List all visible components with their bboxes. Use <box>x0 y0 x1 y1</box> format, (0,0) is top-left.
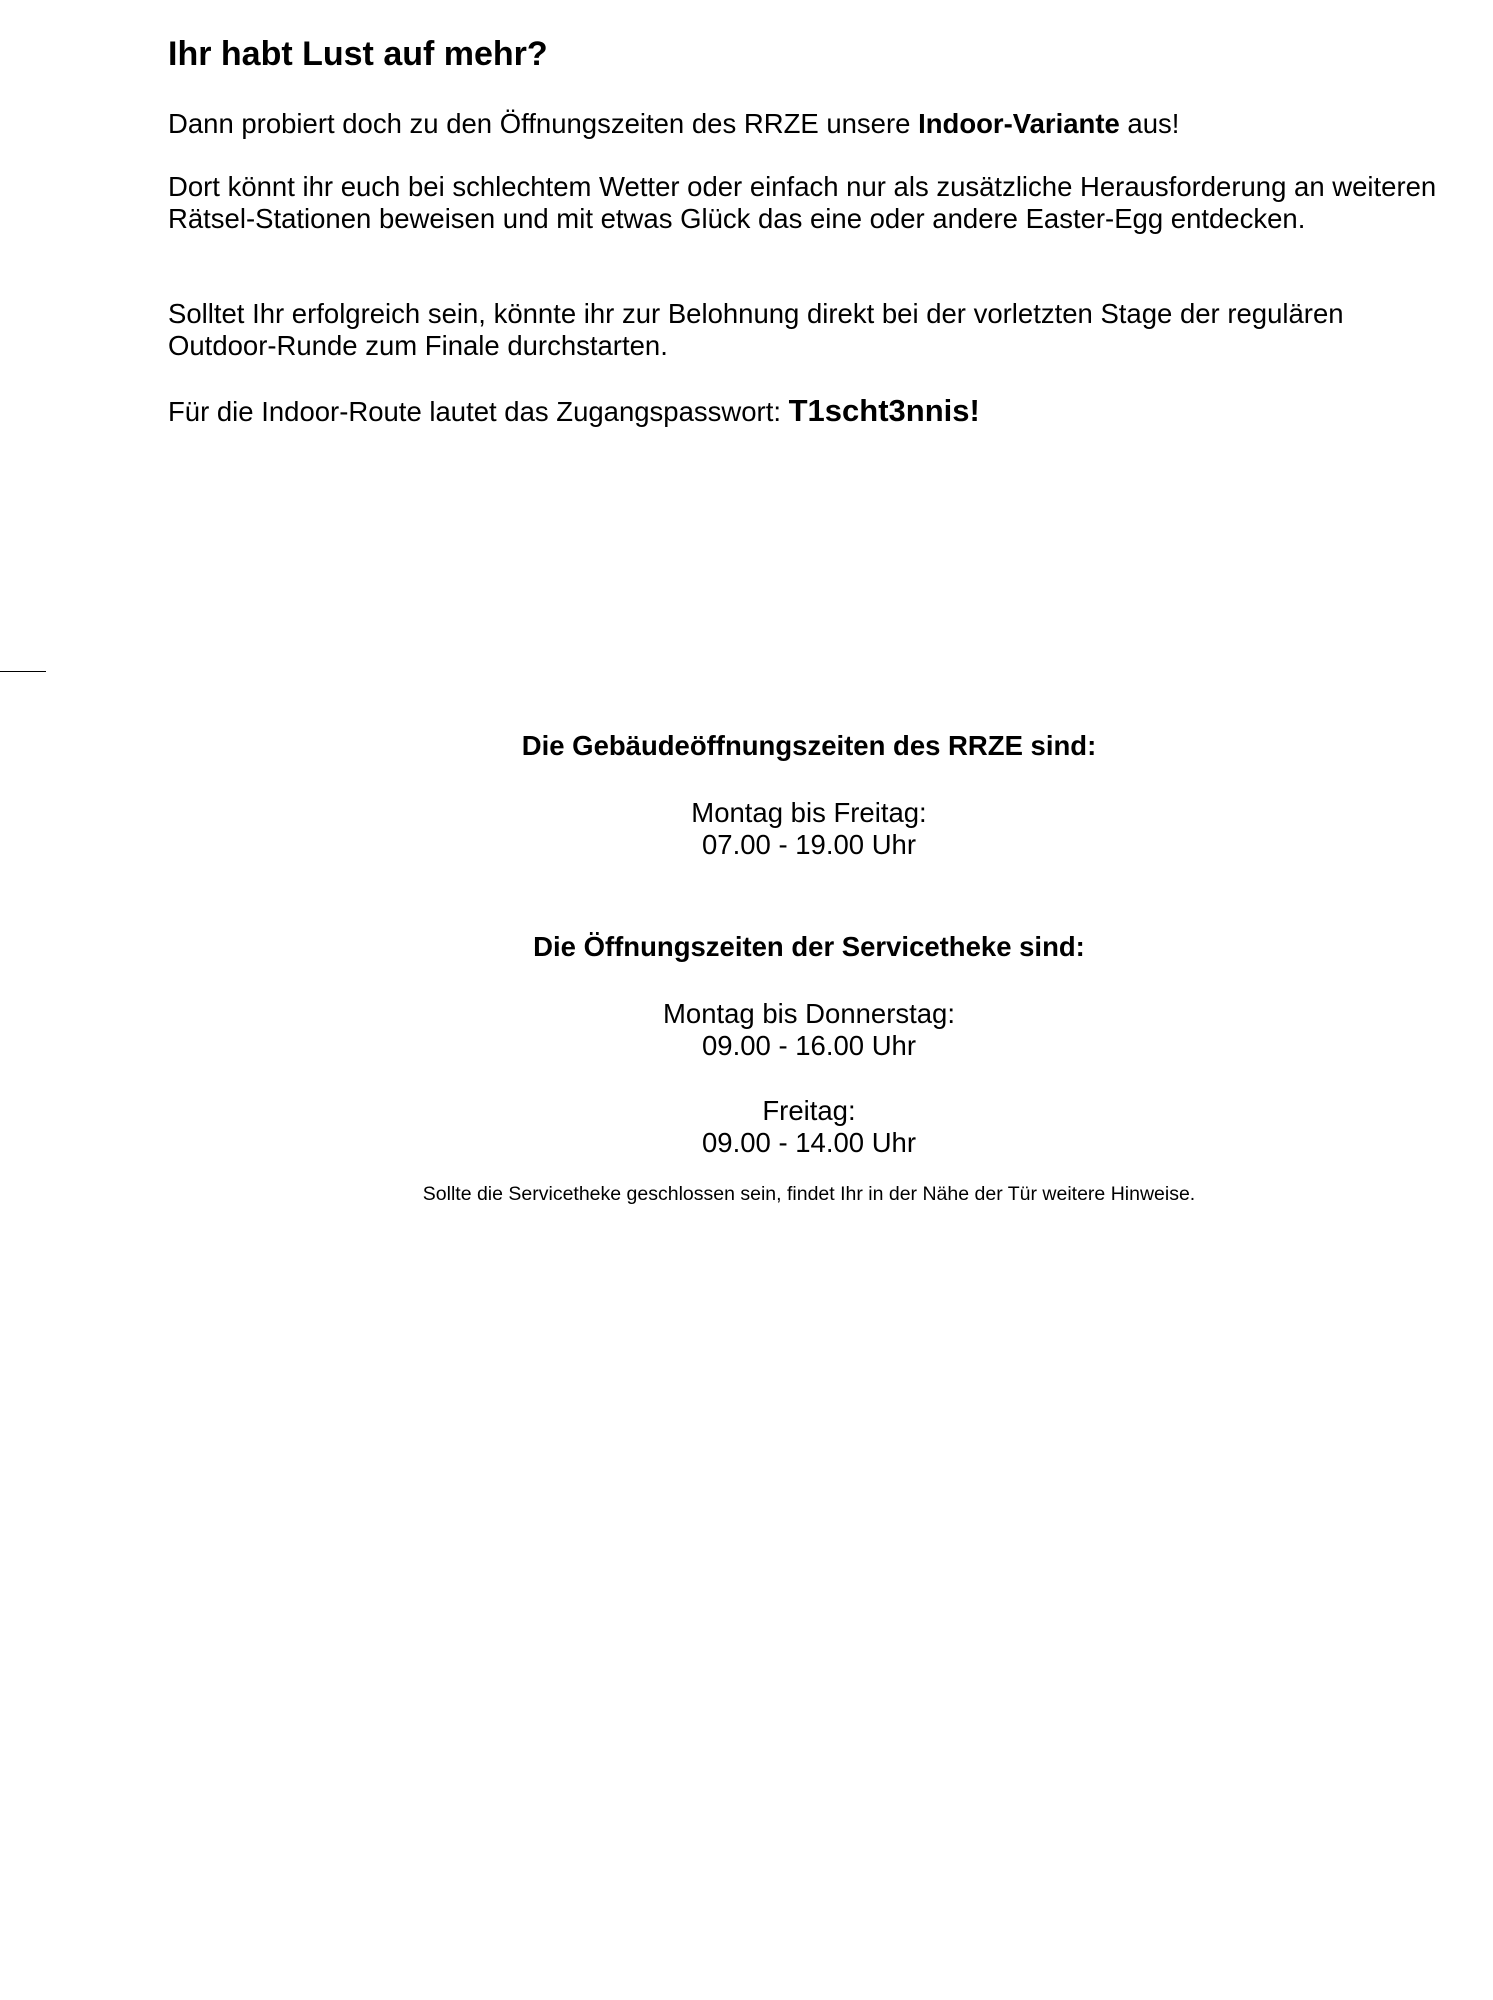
service-desk-times-mon-thu: 09.00 - 16.00 Uhr <box>701 1030 917 1061</box>
password-label: Für die Indoor-Route lautet das Zugangspasswort: <box>168 396 789 427</box>
service-desk-days-fri: Freitag: <box>762 1095 856 1126</box>
challenge-paragraph: Dort könnt ihr euch bei schlechtem Wetter oder einfach nur als zusätzliche Herausforderung an weiteren Rätsel-Stationen beweisen und mit etwas Glück das eine oder andere Easter-Egg entdecken. <box>168 171 1437 234</box>
margin-divider-line <box>0 671 46 672</box>
password-paragraph <box>168 395 1438 428</box>
service-desk-footnote: Sollte die Servicetheke geschlossen sein, findet Ihr in der Nähe der Tür weitere Hinweise. <box>422 1183 1196 1205</box>
service-desk-hours-title: Die Öffnungszeiten der Servicetheke sind: <box>533 931 1085 962</box>
intro-text-start: Dann probiert doch zu den Öffnungszeiten des RRZE unsere <box>168 108 919 139</box>
intro-text-end: aus! <box>1119 108 1180 139</box>
reward-paragraph: Solltet Ihr erfolgreich sein, könnte ihr zur Belohnung direkt bei der vorletzten Stage der regulären Outdoor-Runde zum Finale durchstarten. <box>168 298 1344 361</box>
service-desk-days-mon-thu: Montag bis Donnerstag: <box>663 998 955 1029</box>
indoor-variant-emphasis: Indoor-Variante <box>918 108 1120 139</box>
intro-paragraph <box>168 108 1438 140</box>
building-hours-title: Die Gebäudeöffnungszeiten des RRZE sind: <box>521 730 1097 761</box>
building-hours-days: Montag bis Freitag: <box>691 797 927 828</box>
building-hours-times: 07.00 - 19.00 Uhr <box>701 829 917 860</box>
page-heading: Ihr habt Lust auf mehr? <box>168 35 548 73</box>
access-password: T1scht3nnis! <box>788 393 980 428</box>
service-desk-times-fri: 09.00 - 14.00 Uhr <box>701 1127 917 1158</box>
